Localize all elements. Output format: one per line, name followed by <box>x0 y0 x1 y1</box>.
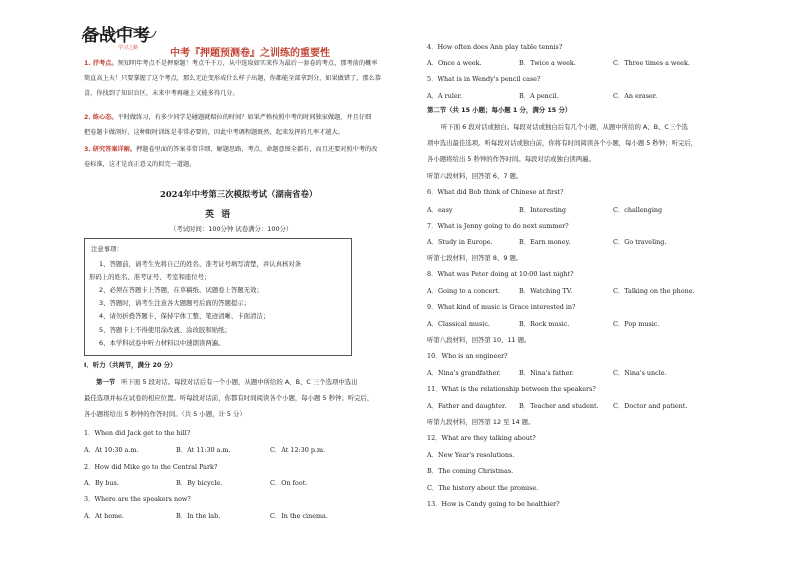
part2-desc-line-2: 项中选出最佳选项。听每段对话或独白前，你将有时间阅读各个小题，每小题 5 秒钟；听完后， <box>427 139 698 147</box>
q11-option-b: B．Teacher and student. <box>519 402 599 410</box>
q5-text: 5．What is in Wendy's pencil case? <box>427 75 541 83</box>
listening-title: I．听力（共两节，满分 20 分） <box>84 361 177 369</box>
q10-option-c: C．Nina's uncle. <box>613 369 667 377</box>
q7-option-b: B．Earn money. <box>519 238 571 246</box>
part1-desc-line-3: 各小题将给出 5 秒钟的作答时间。（共 5 小题，计 5 分） <box>84 410 246 418</box>
part1-desc-line-2: 最佳选项并标在试卷的相应位置。听每段对话前，你都有时间阅读各个小题，每小题 5 秒钟；听完后， <box>84 394 374 402</box>
q12-option-b: B．The coming Christmas. <box>427 467 514 475</box>
notice-item-6: 6、本学科试卷中听力材料以中速朗读两遍。 <box>99 339 225 347</box>
q2-option-c: C．On foot. <box>270 479 308 487</box>
notice-heading: 注意事项： <box>91 245 123 253</box>
q10-option-b: B．Nina's father. <box>519 369 574 377</box>
q5-option-c: C．An eraser. <box>613 92 658 100</box>
q2-option-a: A．By bus. <box>84 479 119 487</box>
part2-desc-line-3: 各小题将给出 5 秒钟的作答时间。每段对话或独白读两遍。 <box>427 155 595 163</box>
material-7-label: 听第七段材料，回答第 8、9 题。 <box>427 254 523 262</box>
q10-text: 10．Who is an engineer? <box>427 352 508 360</box>
q13-text: 13．How is Candy going to be healthier? <box>427 500 560 508</box>
q8-text: 8．What was Peter doing at 10:00 last night? <box>427 270 574 278</box>
intro-3-line-2: 卷标准，这才是真正意义的拟完一道题。 <box>84 161 196 168</box>
part2-title: 第二节（共 15 小题；每小题 1 分，满分 15 分） <box>427 106 572 114</box>
q4-option-b: B．Twice a week. <box>519 59 576 67</box>
intro-2-line-1: 平时做练习，有多少同学是碰题就赔拉的时间？如果严格按照中考的时间独家做题，并且仔细 <box>117 114 372 121</box>
q9-text: 9．What kind of music is Grace interested in? <box>427 303 576 311</box>
q8-option-b: B．Watching TV. <box>519 287 573 295</box>
logo-text: 备战中考 <box>82 26 150 46</box>
q11-option-a: A．Father and daughter. <box>427 402 507 410</box>
q6-option-c: C．challenging <box>613 206 663 214</box>
q8-option-c: C．Talking on the phone. <box>613 287 695 295</box>
header-title: 中考『押题预测卷』之训练的重要性 <box>170 48 330 59</box>
intro-1-line-3: 喜，你找到了知识盲区，未来中考再碰上又能多得几分。 <box>84 90 239 97</box>
q1-option-b: B．At 11:30 a.m. <box>176 446 231 454</box>
logo-subtext: 学习之路 <box>118 45 139 51</box>
material-9-label: 听第九段材料，回答第 12 至 14 题。 <box>427 418 535 426</box>
part1-desc-line-1: 听下面 5 段对话。每段对话后有一个小题，从题中所给的 A、B、C 三个选项中选出 <box>121 378 358 386</box>
q3-option-b: B．In the lab. <box>176 512 221 520</box>
intro-3-line-1: 押题卷里面的答案非常详细，解题思路、考点、命题意图全都有，而且还要对照中考的改 <box>136 146 378 153</box>
q3-option-c: C．In the cinema. <box>270 512 328 520</box>
notice-box <box>84 238 352 356</box>
intro-point-2 <box>84 114 371 137</box>
material-6-label: 听第六段材料，回答第 6、7 题。 <box>427 172 523 180</box>
q2-option-b: B．By bicycle. <box>176 479 223 487</box>
material-8-label: 听第八段材料，回答第 10、11 题。 <box>427 336 531 344</box>
intro-point-3 <box>84 146 377 169</box>
q5-option-a: A．A ruler. <box>427 92 463 100</box>
q2-text: 2．How did Mike go to the Central Park? <box>84 463 218 471</box>
q10-option-a: A．Nina's grandfather. <box>427 369 501 377</box>
q12-text: 12．What are they talking about? <box>427 434 536 442</box>
q8-option-a: A．Going to a concert. <box>427 287 501 295</box>
intro-1-line-1: 预知明年考点不是押原题！考点千千万，从中选取如实来作为最后一套卷的考点，那考前的概率 <box>117 60 378 67</box>
q12-option-a: A．New Year's resolutions. <box>427 451 515 459</box>
q4-option-a: A．Once a week. <box>427 59 482 67</box>
intro-2-line-2: 把卷题卡做浏好，这种限时训练是非常必要的，因此中考调程题既然，起来发挥的几率才越大。 <box>84 129 344 136</box>
q11-option-c: C．Doctor and patient. <box>613 402 688 410</box>
notice-item-4: 4、请勿折叠答题卡，保持字体工整、笔迹清晰、卡面清洁； <box>99 312 270 320</box>
q3-option-a: A．At home. <box>84 512 124 520</box>
q6-option-b: B．Interesting <box>519 206 567 214</box>
q1-text: 1．When did Jack get to the hill? <box>84 429 191 437</box>
notice-item-2: 2、必须在答题卡上答题，在草稿纸、试题卷上答题无效； <box>99 286 263 294</box>
q5-option-b: B．A pencil. <box>519 92 559 100</box>
q12-option-c: C．The history about the promise. <box>427 484 539 492</box>
q9-option-c: C．Pop music. <box>613 320 660 328</box>
q1-option-a: A．At 10:30 a.m. <box>84 446 139 454</box>
part1-label: 第一节 <box>96 378 116 386</box>
exam-subject: 英 语 <box>205 210 233 220</box>
notice-item-5: 5、答题卡上不得使用涂改液、涂改胶和贴纸； <box>99 326 231 334</box>
q4-text: 4．How often does Ann play table tennis? <box>427 43 563 51</box>
q7-option-c: C．Go traveling. <box>613 238 667 246</box>
part1-desc-1 <box>96 378 358 386</box>
intro-point-1 <box>84 60 381 98</box>
q4-option-c: C．Three times a week. <box>613 59 690 67</box>
notice-item-1: 1、答题前，请考生先将自己的姓名、准考证号填写清楚，并认真核对条 <box>99 260 302 268</box>
q7-text: 7．What is Jenny going to do next summer? <box>427 222 569 230</box>
notice-item-1b: 形码上的姓名、准考证号、考室和座位号； <box>89 273 211 281</box>
q1-option-c: C．At 12:30 p.m. <box>270 446 326 454</box>
intro-label-1: 1. 抒考点。 <box>84 60 118 67</box>
q6-text: 6．What did Bob think of Chinese at first? <box>427 188 564 196</box>
intro-label-2: 2. 练心态。 <box>84 114 118 121</box>
exam-info: （考试时间：100分钟 试卷满分：100分） <box>170 225 293 233</box>
q11-text: 11．What is the relationship between the speakers? <box>427 385 596 393</box>
intro-1-line-2: 简直高上天！只要掌握了这个考点，那么无论变形成什么样子出题，你都能全部拿到分，如果做错了，那么恭 <box>84 75 381 82</box>
intro-label-3: 3. 研究答案详解。 <box>84 146 137 153</box>
q9-option-a: A．Classical music. <box>427 320 490 328</box>
q7-option-a: A．Study in Europe. <box>427 238 493 246</box>
brand-logo <box>78 21 160 51</box>
q9-option-b: B．Rock music. <box>519 320 570 328</box>
q6-option-a: A．easy <box>427 206 453 214</box>
exam-title: 2024年中考第三次模拟考试（湖南省卷） <box>160 189 318 199</box>
notice-item-3: 3、答题时，请考生注意各大题题号后面的答题提示； <box>99 299 251 307</box>
part2-desc-line-1: 听下面 6 段对话或独白。每段对话或独白后有几个小题，从题中所给的 A、B、C三个选 <box>441 123 689 131</box>
q3-text: 3．Where are the speakers now? <box>84 495 191 503</box>
